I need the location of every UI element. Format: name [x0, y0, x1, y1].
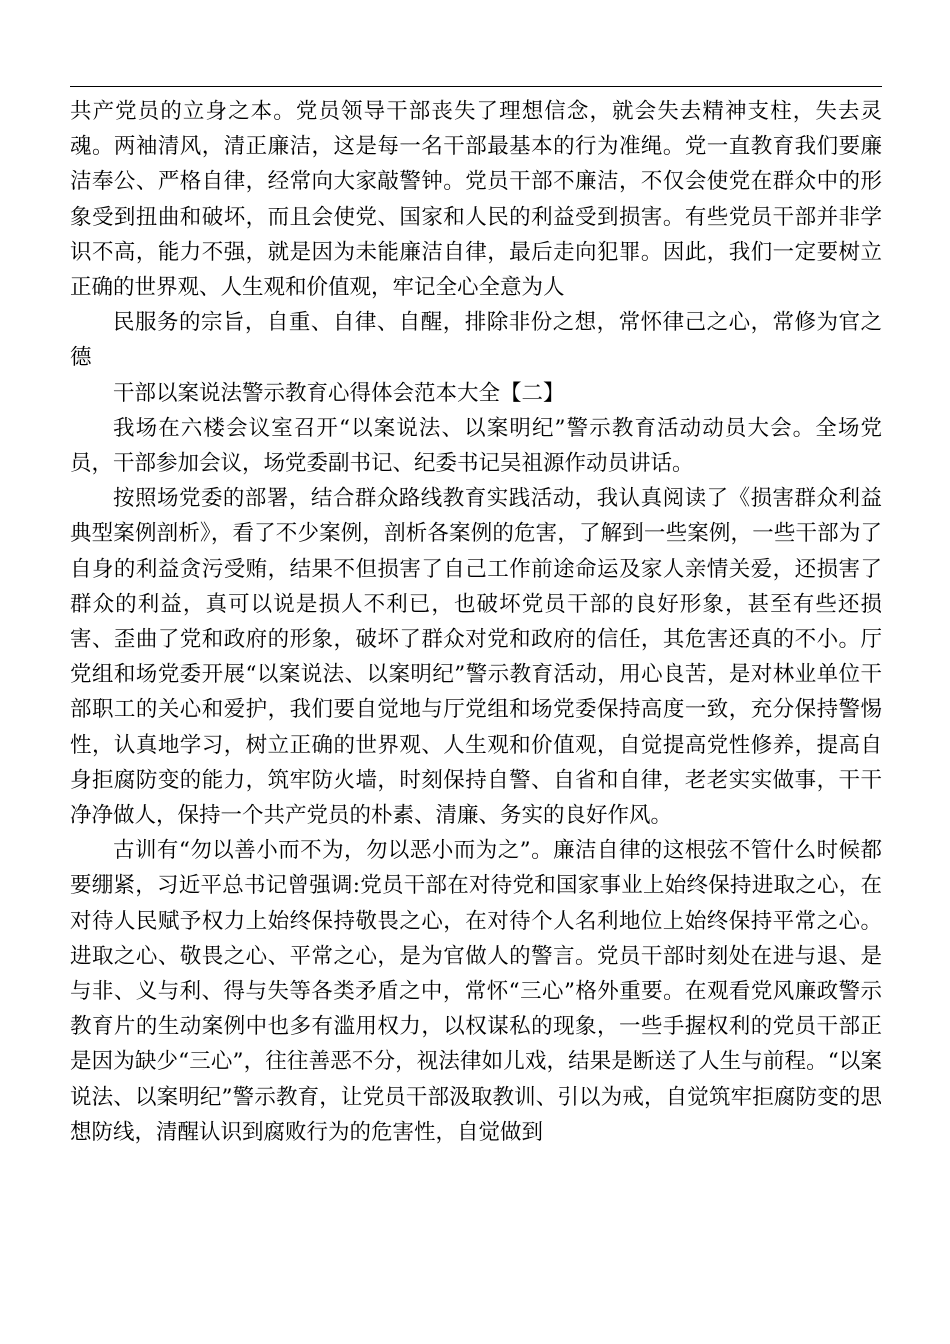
header-rule: [70, 86, 882, 87]
section-heading: 干部以案说法警示教育心得体会范本大全【二】: [113, 380, 565, 406]
paragraph: 民服务的宗旨，自重、自律、自醒，排除非份之想，常怀律己之心，常修为官之德: [70, 310, 882, 371]
paragraph: 古训有“勿以善小而不为，勿以恶小而为之”。廉洁自律的这根弦不管什么时候都要绷紧，习近平总书记曾强调:党员干部在对待党和国家事业上始终保持进取之心，在对待人民赋予权力上始终保持敬畏之心，在对待个人名利地位上始终保持平常之心。进取之心、敬畏之心、平常之心，是为官做人的警言。党员干部时刻处在进与退、是与非、义与利、得与失等各类矛盾之中，常怀“三心”格外重要。在观看党风廉政警示教育片的生动案例中也多有滥用权力，以权谋私的现象，一些手握权利的党员干部正是因为缺少“三心”，往往善恶不分，视法律如儿戏，结果是断送了人生与前程。“以案说法、以案明纪”警示教育，让党员干部汲取教训、引以为戒，自觉筑牢拒腐防变的思想防线，清醒认识到腐败行为的危害性，自觉做到: [70, 838, 882, 1145]
document-body: [70, 94, 882, 1150]
paragraph: 共产党员的立身之本。党员领导干部丧失了理想信念，就会失去精神支柱，失去灵魂。两袖清风，清正廉洁，这是每一名干部最基本的行为准绳。党一直教育我们要廉洁奉公、严格自律，经常向大家敲警钟。党员干部不廉洁，不仅会使党在群众中的形象受到扭曲和破坏，而且会使党、国家和人民的利益受到损害。有些党员干部并非学识不高，能力不强，就是因为未能廉洁自律，最后走向犯罪。因此，我们一定要树立正确的世界观、人生观和价值观，牢记全心全意为人: [70, 99, 882, 301]
paragraph: 我场在六楼会议室召开“以案说法、以案明纪”警示教育活动动员大会。全场党员，干部参加会议，场党委副书记、纪委书记吴祖源作动员讲话。: [70, 415, 882, 477]
paragraph: 按照场党委的部署，结合群众路线教育实践活动，我认真阅读了《损害群众利益典型案例剖析》，看了不少案例，剖析各案例的危害，了解到一些案例，一些干部为了自身的利益贪污受贿，结果不但损害了自己工作前途命运及家人亲情关爱，还损害了群众的利益，真可以说是损人不利已，也破坏党员干部的良好形象，甚至有些还损害、歪曲了党和政府的形象，破坏了群众对党和政府的信任，其危害还真的不小。厅党组和场党委开展“以案说法、以案明纪”警示教育活动，用心良苦，是对林业单位干部职工的关心和爱护，我们要自觉地与厅党组和场党委保持高度一致，充分保持警惕性，认真地学习，树立正确的世界观、人生观和价值观，自觉提高党性修养，提高自身拒腐防变的能力，筑牢防火墙，时刻保持自警、自省和自律，老老实实做事，干干净净做人，保持一个共产党员的朴素、清廉、务实的良好作风。: [70, 486, 882, 829]
